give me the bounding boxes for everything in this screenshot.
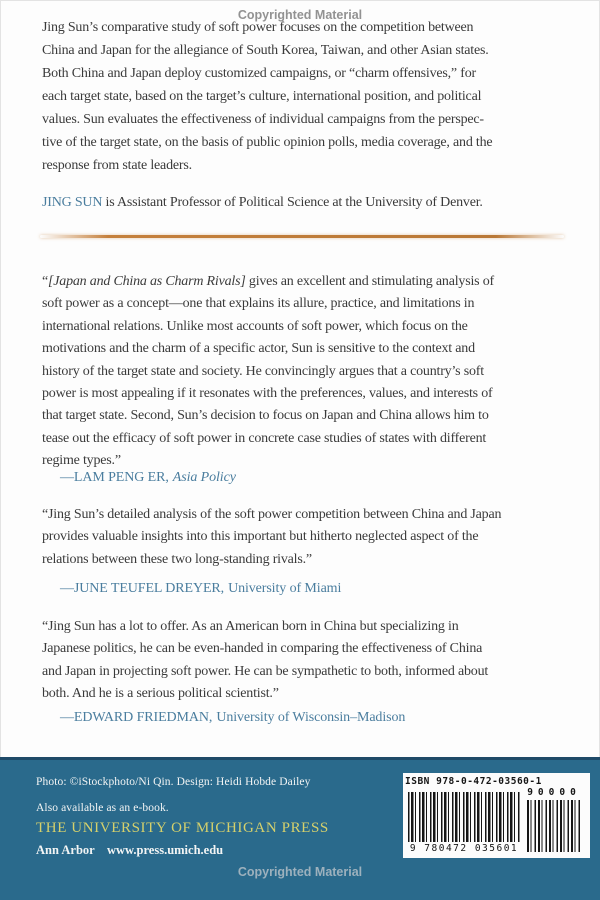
barcode-addon-bars [527,800,581,852]
reviewer-affiliation-3: University of Wisconsin–Madison [216,710,406,725]
review-blurb-2 [42,504,580,571]
ebook-note: Also available as an e-book. [36,802,169,814]
review-blurb-3 [42,616,580,706]
review-blurb-1-first-line-rest: gives an excellent and stimulating analysis of [245,274,494,289]
text-line: China and Japan for the allegiance of South Korea, Taiwan, and other Asian states. [42,43,489,58]
text-line: Both China and Japan deploy customized campaigns, or “charm offensives,” for [42,66,476,81]
text-line: regime types.” [42,453,121,469]
text-line: both. And he is a serious political scientist.” [42,686,279,702]
reviewer-name-2: —JUNE TEUFEL DREYER, [60,581,225,596]
press-city: Ann Arbor [36,843,95,857]
author-name: JING SUN [42,195,103,210]
reviewer-affiliation-2: University of Miami [228,581,342,596]
reviewer-name-3: —EDWARD FRIEDMAN, [60,710,213,725]
copyright-watermark-top: Copyrighted Material [237,8,363,22]
text-line: “Jing Sun’s detailed analysis of the soft power competition between China and Japan [42,507,502,522]
copyright-watermark-bottom: Copyrighted Material [237,865,363,879]
press-name: THE UNIVERSITY OF MICHIGAN PRESS [36,820,329,836]
text-line: history of the target state and society. He convincingly argues that a country’s soft [42,363,484,379]
book-title-italic: [Japan and China as Charm Rivals] [48,274,246,289]
publisher-footer-band [0,757,600,900]
isbn-label: ISBN 978-0-472-03560-1 [405,776,542,787]
text-line: “Jing Sun has a lot to offer. As an American born in China but specializing in [42,619,459,634]
text-line: motivations and the charm of a specific actor, Sun is sensitive to the context and [42,341,475,357]
review-blurb-1-first-line [42,271,580,293]
review-attribution-3 [60,710,405,726]
text-line: and Japan in projecting soft power. He can be sympathetic to both, informed about [42,663,489,679]
press-url: www.press.umich.edu [107,843,224,857]
book-description [42,16,580,177]
text-line: each target state, based on the target’s culture, international position, and political [42,89,482,104]
text-line: Japanese politics, he can be even-handed in comparing the effectiveness of China [42,641,483,657]
review-blurb-1-body [42,293,580,472]
section-divider [40,235,564,238]
author-credential-text: is Assistant Professor of Political Science at the University of Denver. [102,195,483,210]
reviewer-name-1: —LAM PENG ER, [60,470,169,485]
text-line: values. Sun evaluates the effectiveness of individual campaigns from the perspec- [42,112,484,127]
text-line: Jing Sun’s comparative study of soft power focuses on the competition between [42,20,474,35]
text-line: provides valuable insights into this important but hitherto neglected aspect of the [42,529,479,545]
text-line: tive of the target state, on the basis of public opinion polls, media coverage, and the [42,135,493,150]
barcode-addon-digits: 90000 [527,787,581,798]
text-line: response from state leaders. [42,158,192,173]
text-line: power is most appealing if it resonates with the preferences, values, and interests of [42,386,493,402]
review-blurb-1 [42,271,580,473]
text-line: international relations. Unlike most accounts of soft power, which focus on the [42,318,468,334]
barcode-main-bars [408,792,520,842]
author-credential-line [42,195,483,211]
photo-design-credit: Photo: ©iStockphoto/Ni Qin. Design: Heidi Hobde Dailey [36,776,311,788]
text-line: soft power as a concept—one that explains its allure, practice, and limitations in [42,296,475,312]
open-quote: “ [42,274,49,289]
barcode-block [403,773,590,858]
text-line: that target state. Second, Sun’s decision to focus on Japan and China allows him to [42,408,489,424]
reviewer-affiliation-1: Asia Policy [172,470,236,485]
review-attribution-2 [60,581,341,597]
review-attribution-1 [60,470,236,486]
text-line: relations between these two long-standing rivals.” [42,551,312,567]
barcode-ean-digits: 9 780472 035601 [409,843,519,854]
text-line: tease out the efficacy of soft power in concrete case studies of states with different [42,430,487,446]
